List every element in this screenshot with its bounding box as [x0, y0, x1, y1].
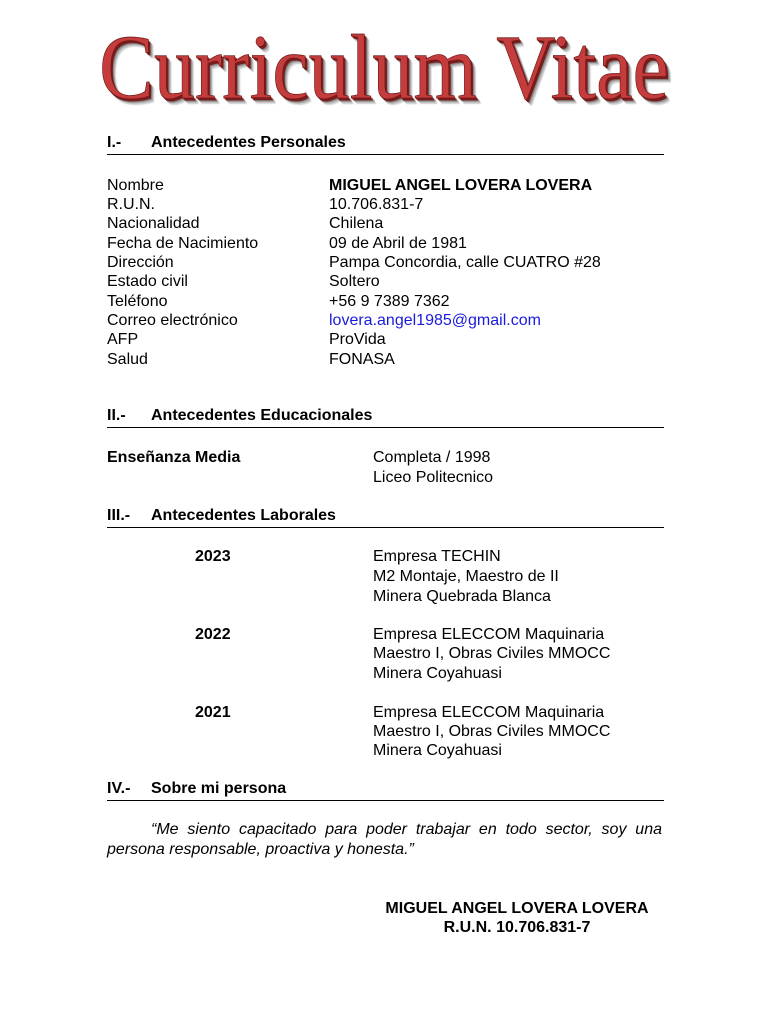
work-site: Minera Coyahuasi — [373, 665, 502, 682]
education-school: Liceo Politecnico — [373, 469, 494, 486]
education-status: Completa / 1998 — [373, 449, 491, 466]
work-year: 2022 — [195, 626, 231, 643]
field-label: R.U.N. — [107, 196, 155, 213]
field-value: 10.706.831-7 — [329, 196, 424, 213]
work-role: M2 Montaje, Maestro de II — [373, 568, 559, 585]
work-year: 2023 — [195, 548, 231, 565]
work-role: Maestro I, Obras Civiles MMOCC — [373, 645, 611, 662]
field-value: Soltero — [329, 273, 380, 290]
section-number: IV.- — [107, 780, 131, 797]
personal-row-nacionalidad — [107, 214, 667, 234]
field-label: Teléfono — [107, 293, 168, 310]
about-text: “Me siento capacitado para poder trabajar en todo sector, soy una persona responsable, proactiva y honesta.” — [107, 821, 662, 858]
personal-row-estado-civil — [107, 272, 667, 292]
email-link[interactable]: lovera.angel1985@gmail.com — [329, 312, 541, 329]
section-work-header — [107, 507, 664, 528]
work-year: 2021 — [195, 704, 231, 721]
work-company: Empresa ELECCOM Maquinaria — [373, 626, 605, 643]
signature-run: R.U.N. 10.706.831-7 — [443, 919, 591, 936]
work-site: Minera Coyahuasi — [373, 742, 502, 759]
field-value: ProVida — [329, 331, 386, 348]
personal-row-salud — [107, 350, 667, 370]
work-role: Maestro I, Obras Civiles MMOCC — [373, 723, 611, 740]
field-value: +56 9 7389 7362 — [329, 293, 450, 310]
personal-row-fecha-nacimiento — [107, 234, 667, 254]
field-label: Dirección — [107, 254, 174, 271]
section-title: Antecedentes Personales — [151, 134, 346, 151]
section-number: III.- — [107, 507, 131, 524]
section-number: I.- — [107, 134, 122, 151]
personal-row-correo — [107, 311, 667, 331]
personal-row-telefono — [107, 292, 667, 312]
field-label: Nacionalidad — [107, 215, 200, 232]
section-education-header — [107, 407, 664, 428]
education-level: Enseñanza Media — [107, 449, 241, 466]
field-label: Salud — [107, 351, 148, 368]
field-label: Nombre — [107, 177, 164, 194]
personal-row-direccion — [107, 253, 667, 273]
section-title: Sobre mi persona — [151, 780, 287, 797]
work-site: Minera Quebrada Blanca — [373, 588, 551, 605]
work-company: Empresa ELECCOM Maquinaria — [373, 704, 605, 721]
signature-name: MIGUEL ANGEL LOVERA LOVERA — [385, 900, 649, 917]
section-about-header — [107, 780, 664, 801]
field-label: Fecha de Nacimiento — [107, 235, 259, 252]
personal-row-run — [107, 195, 667, 215]
personal-row-afp — [107, 330, 667, 350]
field-label: Estado civil — [107, 273, 188, 290]
field-label: Correo electrónico — [107, 312, 238, 329]
field-value: 09 de Abril de 1981 — [329, 235, 467, 252]
section-title: Antecedentes Laborales — [151, 507, 336, 524]
section-number: II.- — [107, 407, 126, 424]
personal-row-nombre — [107, 176, 667, 196]
work-company: Empresa TECHIN — [373, 548, 501, 565]
section-personal-header — [107, 134, 664, 155]
field-value: Chilena — [329, 215, 384, 232]
field-value: MIGUEL ANGEL LOVERA LOVERA — [329, 177, 593, 194]
field-value: Pampa Concordia, calle CUATRO #28 — [329, 254, 601, 271]
document-title: Curriculum Vitae — [99, 16, 669, 119]
section-title: Antecedentes Educacionales — [151, 407, 373, 424]
field-label: AFP — [107, 331, 139, 348]
field-value: FONASA — [329, 351, 395, 368]
